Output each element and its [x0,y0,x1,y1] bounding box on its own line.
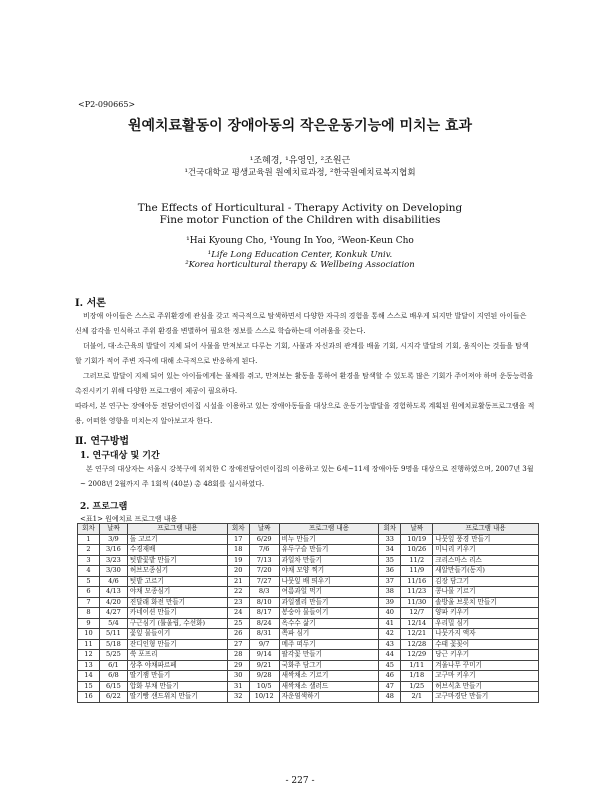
date-cell: 1/11 [401,660,433,671]
program-content-cell: 허브모종심기 [127,566,227,577]
date-cell: 10/12 [249,692,279,703]
program-content-cell: 쑥 포프리 [127,650,227,661]
program-content-cell: 수태 꽃꽂이 [433,639,539,650]
program-content-cell: 국화주 담그기 [279,660,379,671]
section1-heading: Ⅰ. 서론 [75,298,106,309]
page-number: - 227 - [285,776,315,786]
date-cell: 8/10 [249,597,279,608]
session-number-cell: 17 [227,534,249,545]
table-body [78,534,539,702]
section2-heading: Ⅱ. 연구방법 [75,436,130,447]
session-number-cell: 48 [379,692,401,703]
program-content-cell: 쪽파 심기 [279,629,379,640]
program-content-cell: 콩나물 기르기 [433,587,539,598]
session-number-cell: 29 [227,660,249,671]
session-number-cell: 38 [379,587,401,598]
session-number-cell: 13 [78,660,100,671]
section1-body [75,309,535,429]
session-number-cell: 27 [227,639,249,650]
date-cell: 12/29 [401,650,433,661]
program-content-cell: 고구마 키우기 [433,671,539,682]
program-content-cell: 메주 떠두기 [279,639,379,650]
program-content-cell: 유두구슬 만들기 [279,545,379,556]
session-number-cell: 42 [379,629,401,640]
program-content-cell: 겨울나무 꾸미기 [433,660,539,671]
date-cell: 5/25 [99,650,127,661]
date-cell: 9/7 [249,639,279,650]
session-number-cell: 43 [379,639,401,650]
date-cell: 6/8 [99,671,127,682]
program-content-cell: 텃밭꽃밭 만들기 [127,555,227,566]
program-content-cell: 미니리 키우기 [433,545,539,556]
date-cell: 7/13 [249,555,279,566]
table-row [78,671,539,682]
section1-paragraph: 따라서, 본 연구는 장애아동 전담어린이집 시설을 이용하고 있는 장애아동들을 대상으로 운동기능발달을 경험하도록 계획된 원예치료활동프로그램을 적용, 어떠한 영향을 미치는지 알아보고자 한다. [75,402,535,425]
program-content-cell: 비누 만들기 [279,534,379,545]
program-content-cell: 나뭇잎 배 띄우기 [279,576,379,587]
table-row [78,576,539,587]
program-content-cell: 새싹채소 기르기 [279,671,379,682]
program-content-cell: 새알만들기(동지) [433,566,539,577]
program-content-cell: 압화 부채 만들기 [127,681,227,692]
session-number-cell: 2 [78,545,100,556]
program-content-cell: 딸기빵 샌드위치 만들기 [127,692,227,703]
date-cell: 3/9 [99,534,127,545]
program-content-cell: 여름과일 먹기 [279,587,379,598]
date-cell: 6/22 [99,692,127,703]
program-content-cell: 팔각꽃 만들기 [279,650,379,661]
date-cell: 9/14 [249,650,279,661]
date-cell: 12/21 [401,629,433,640]
program-content-cell: 우리밀 심기 [433,618,539,629]
session-number-cell: 21 [227,576,249,587]
session-number-cell: 12 [78,650,100,661]
date-cell: 10/26 [401,545,433,556]
table-row [78,587,539,598]
affiliation-english-1: ¹Life Long Education Center, Konkuk Univ. [207,250,393,260]
date-cell: 5/18 [99,639,127,650]
table-header-cell: 프로그램 내용 [279,524,379,535]
session-number-cell: 14 [78,671,100,682]
session-number-cell: 28 [227,650,249,661]
section1-paragraph: 더불어, 대·소근육의 발달이 지체 되어 사물을 만져보고 다루는 기회, 사물과 자신과의 관계를 배울 기회, 시지각 발달의 기회, 움직이는 것들을 탐색할 기회가 적어 주변 자극에 대해 소극적으로 반응하게 된다. [75,342,529,365]
session-number-cell: 9 [78,618,100,629]
date-cell: 7/6 [249,545,279,556]
program-content-cell: 야채 모종심기 [127,587,227,598]
table-header-cell: 회차 [78,524,100,535]
date-cell: 5/4 [99,618,127,629]
table-header-cell: 날짜 [249,524,279,535]
program-content-cell: 잔디인형 만들기 [127,639,227,650]
title-english-line2: Fine motor Function of the Children with disabilities [159,214,441,226]
date-cell: 5/11 [99,629,127,640]
table-row [78,692,539,703]
program-content-cell: 옥수수 삶기 [279,618,379,629]
session-number-cell: 34 [379,545,401,556]
date-cell: 4/27 [99,608,127,619]
table-row [78,629,539,640]
program-content-cell: 나뭇잎 풍경 만들기 [433,534,539,545]
date-cell: 12/28 [401,639,433,650]
table-row [78,597,539,608]
date-cell: 3/16 [99,545,127,556]
session-number-cell: 19 [227,555,249,566]
affiliations-korean: ¹건국대학교 평생교육원 원예치료과정, ²한국원예치료복지협회 [184,168,416,178]
authors-korean: ¹조혜경, ¹유영인, ²조원근 [249,156,351,166]
date-cell: 6/15 [99,681,127,692]
session-number-cell: 39 [379,597,401,608]
table-row [78,618,539,629]
table-row [78,608,539,619]
table-header-cell: 프로그램 내용 [433,524,539,535]
table-row [78,639,539,650]
program-content-cell: 진달래 화전 만들기 [127,597,227,608]
session-number-cell: 18 [227,545,249,556]
date-cell: 6/29 [249,534,279,545]
date-cell: 7/27 [249,576,279,587]
session-number-cell: 24 [227,608,249,619]
table-row [78,566,539,577]
program-content-cell: 김장 담그기 [433,576,539,587]
session-number-cell: 47 [379,681,401,692]
date-cell: 10/5 [249,681,279,692]
program-content-cell: 구근심기 (튤울립, 수선화) [127,618,227,629]
date-cell: 10/19 [401,534,433,545]
program-content-cell: 봉숭아 물들이기 [279,608,379,619]
affiliations-english [0,250,600,270]
session-number-cell: 4 [78,566,100,577]
date-cell: 3/23 [99,555,127,566]
program-content-cell: 수경재배 [127,545,227,556]
title-korean: 원예치료활동이 장애아동의 작은운동기능에 미치는 효과 [127,118,473,134]
session-number-cell: 20 [227,566,249,577]
date-cell: 2/1 [401,692,433,703]
program-content-cell: 자운염색하기 [279,692,379,703]
program-content-cell: 고구마경단 만들기 [433,692,539,703]
program-content-cell: 텃밭 고르기 [127,576,227,587]
date-cell: 11/30 [401,597,433,608]
session-number-cell: 30 [227,671,249,682]
table-header-cell: 프로그램 내용 [127,524,227,535]
table-row [78,555,539,566]
table-row [78,660,539,671]
program-content-cell: 새싹채소 샐러드 [279,681,379,692]
date-cell: 11/2 [401,555,433,566]
session-number-cell: 46 [379,671,401,682]
program-content-cell: 돌 고르기 [127,534,227,545]
program-content-cell: 허브식초 만들기 [433,681,539,692]
date-cell: 1/18 [401,671,433,682]
session-number-cell: 36 [379,566,401,577]
date-cell: 9/28 [249,671,279,682]
table-row [78,534,539,545]
affiliation-english-2: ²Korea horticultural therapy & Wellbeing Association [185,260,415,270]
program-content-cell: 꽃잎 물들이기 [127,629,227,640]
date-cell: 4/20 [99,597,127,608]
subsection1-body: 본 연구의 대상자는 서울시 강북구에 위치한 C 장애전담어린이집의 이용하고 있는 6세~11세 장애아동 9명을 대상으로 진행하였으며, 2007년 3월~ 2008년 2월까지 주 1회씩 (40분) 총 48회를 실시하였다. [80,465,534,488]
subsection1-heading: 1. 연구대상 및 기간 [80,451,160,461]
session-number-cell: 41 [379,618,401,629]
date-cell: 8/31 [249,629,279,640]
session-number-cell: 23 [227,597,249,608]
title-english [0,202,600,226]
date-cell: 4/6 [99,576,127,587]
date-cell: 8/24 [249,618,279,629]
section1-paragraph: 그러므로 발달이 지체 되어 있는 아이들에게는 물체를 쥐고, 만져보는 활동을 통하여 환경을 탐색할 수 있도록 많은 기회가 주어져야 하며 운동능력을 촉진시키기 위해 다양한 프로그램이 제공이 필요하다. [75,372,534,395]
date-cell: 7/20 [249,566,279,577]
section1-paragraph: 비장애 아이들은 스스로 주위환경에 관심을 갖고 적극적으로 탐색하면서 다양한 자극의 경험을 통해 스스로 배우게 되지만 발달이 지연된 아이들은 신체 감각을 인식하고 주위 환경을 변별하여 필요한 정보를 스스로 학습하는데 어려움을 갖는다. [75,312,527,335]
session-number-cell: 6 [78,587,100,598]
authors-english: ¹Hai Kyoung Cho, ¹Young In Yoo, ²Weon-Keun Cho [186,236,414,246]
program-content-cell: 과일젤리 만들기 [279,597,379,608]
date-cell: 1/25 [401,681,433,692]
paper-code: <P2-090665> [78,100,136,109]
table-row [78,650,539,661]
program-content-cell: 크리스마스 리스 [433,555,539,566]
program-content-cell: 솔방울 브롯치 만들기 [433,597,539,608]
program-content-cell: 양파 키우기 [433,608,539,619]
table-caption: <표1> 원예치료 프로그램 내용 [80,515,178,523]
session-number-cell: 37 [379,576,401,587]
table-header-cell: 회차 [379,524,401,535]
session-number-cell: 10 [78,629,100,640]
table-row [78,545,539,556]
session-number-cell: 26 [227,629,249,640]
program-content-cell: 나뭇가지 액자 [433,629,539,640]
table-header-cell: 회차 [227,524,249,535]
date-cell: 8/3 [249,587,279,598]
program-content-cell: 과일차 만들기 [279,555,379,566]
session-number-cell: 31 [227,681,249,692]
session-number-cell: 11 [78,639,100,650]
session-number-cell: 8 [78,608,100,619]
session-number-cell: 7 [78,597,100,608]
session-number-cell: 22 [227,587,249,598]
table-row [78,681,539,692]
program-content-cell: 상추 야채파르페 [127,660,227,671]
session-number-cell: 15 [78,681,100,692]
session-number-cell: 33 [379,534,401,545]
date-cell: 6/1 [99,660,127,671]
session-number-cell: 40 [379,608,401,619]
title-english-line1: The Effects of Horticultural - Therapy Activity on Developing [137,202,463,214]
table-header-cell: 날짜 [99,524,127,535]
subsection2-heading: 2. 프로그램 [80,502,128,512]
table-header-row [78,524,539,535]
session-number-cell: 16 [78,692,100,703]
session-number-cell: 44 [379,650,401,661]
session-number-cell: 45 [379,660,401,671]
table-header-cell: 날짜 [401,524,433,535]
session-number-cell: 35 [379,555,401,566]
date-cell: 8/17 [249,608,279,619]
session-number-cell: 5 [78,576,100,587]
date-cell: 4/13 [99,587,127,598]
session-number-cell: 25 [227,618,249,629]
session-number-cell: 3 [78,555,100,566]
date-cell: 11/9 [401,566,433,577]
program-content-cell: 야채 모양 찍기 [279,566,379,577]
date-cell: 12/7 [401,608,433,619]
program-content-cell: 딸기잼 만들기 [127,671,227,682]
date-cell: 3/30 [99,566,127,577]
date-cell: 9/21 [249,660,279,671]
program-content-cell: 당근 키우기 [433,650,539,661]
date-cell: 11/16 [401,576,433,587]
date-cell: 12/14 [401,618,433,629]
program-content-cell: 카네이션 만들기 [127,608,227,619]
session-number-cell: 1 [78,534,100,545]
program-table [77,523,539,703]
session-number-cell: 32 [227,692,249,703]
date-cell: 11/23 [401,587,433,598]
